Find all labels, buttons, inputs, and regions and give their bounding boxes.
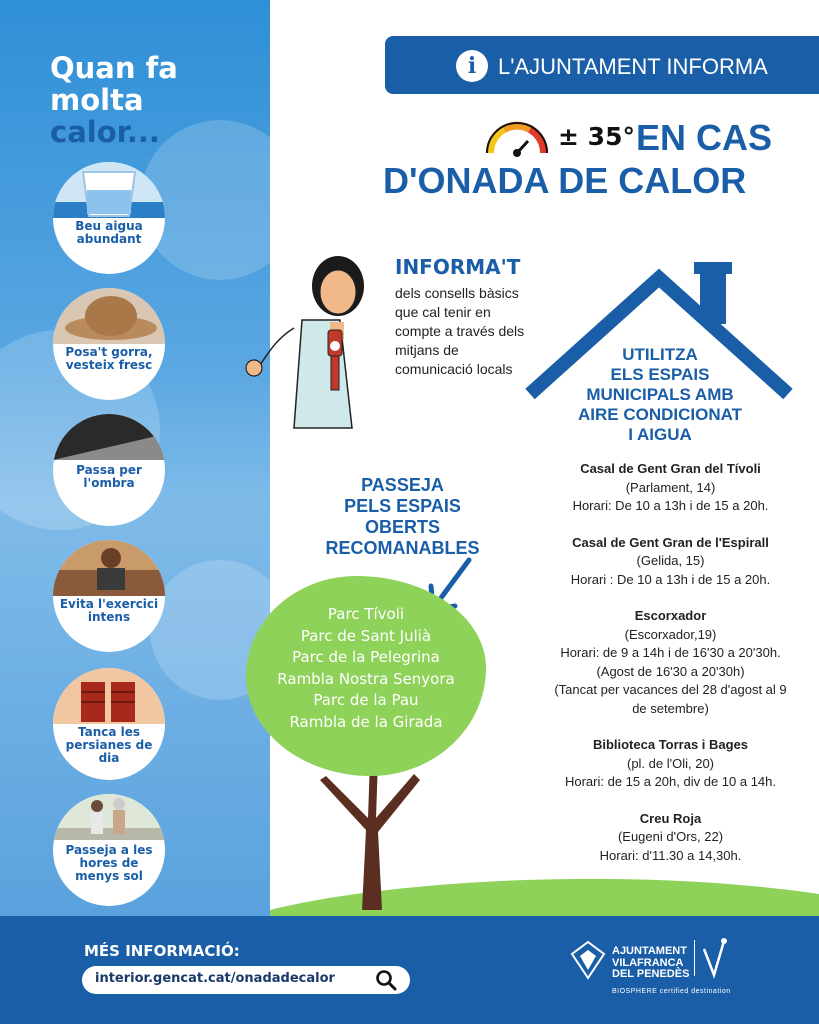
venue-item: Creu Roja (Eugeni d'Ors, 22) Horari: d'11.30 a 14,30h. xyxy=(599,810,742,863)
ajuntament-logo-text: AJUNTAMENT VILAFRANCA DEL PENEDÈS xyxy=(612,945,690,980)
biosphere-label: BIOSPHERE certified destination xyxy=(612,988,731,995)
vilafranca-v-logo-icon xyxy=(700,935,730,980)
tip-hat: Posa't gorra, vesteix fresc xyxy=(53,288,165,400)
tip-walk: Passeja a les hores de menys sol xyxy=(53,794,165,906)
informa-body: dels consells bàsics que cal tenir en compte a través dels mitjans de comunicació locals xyxy=(395,285,525,377)
page-title-line2: D'ONADA DE CALOR xyxy=(383,160,747,201)
url-link[interactable]: interior.gencat.cat/onadadecalor xyxy=(95,971,335,986)
reporter-illustration xyxy=(244,250,384,430)
park-item: Parc de la Pelegrina xyxy=(292,648,440,666)
park-item: Parc Tívoli xyxy=(327,605,405,623)
park-item: Rambla Nostra Senyora xyxy=(277,669,455,688)
venue-item: Casal de Gent Gran del Tívoli (Parlament, 14) Horari: De 10 a 13h i de 15 a 20h. xyxy=(572,461,769,513)
tip-shutters: Tanca les persianes de dia xyxy=(53,668,165,780)
more-info-label: MÉS INFORMACIÓ: xyxy=(84,942,240,960)
venue-item: Escorxador (Escorxador,19) Horari: de 9 a 14h i de 16'30 a 20'30h. (Agost de 16'30 a 20'30h) (Tancat per vacances del 28 d'agost al 9 de setembre) xyxy=(554,608,787,716)
search-icon[interactable] xyxy=(374,968,398,992)
park-list xyxy=(256,604,476,733)
exercise-icon xyxy=(53,540,165,596)
plus-minus-icon: ± xyxy=(558,122,579,151)
utilitza-heading: UTILITZA ELS ESPAIS MUNICIPALS AMB AIRE CONDICIONAT I AIGUA xyxy=(577,345,742,444)
park-item: Parc de Sant Julià xyxy=(300,626,432,645)
hat-icon xyxy=(53,288,165,344)
tip-exercise: Evita l'exercici intens xyxy=(53,540,165,652)
temperature-label: ± 35° xyxy=(558,122,635,151)
tip-shade: Passa per l'ombra xyxy=(53,414,165,526)
park-item: Parc de la Pau xyxy=(313,691,419,709)
walking-couple-icon xyxy=(53,794,165,840)
venue-item: Biblioteca Torras i Bages (pl. de l'Oli, 20) Horari: de 15 a 20h, div de 10 a 14h. xyxy=(564,737,777,789)
header-banner-text: L'AJUNTAMENT INFORMA xyxy=(498,54,768,79)
park-item: Rambla de la Girada xyxy=(289,712,443,731)
left-title: Quan fa molta calor... xyxy=(50,51,178,149)
informa-title: INFORMA'T xyxy=(395,255,521,279)
window-shutters-icon xyxy=(53,668,165,724)
ajuntament-seal-icon xyxy=(570,940,606,980)
passeja-heading: PASSEJA PELS ESPAIS OBERTS RECOMANABLES xyxy=(325,475,480,558)
venue-item: Casal de Gent Gran de l'Espirall (Gelida, 15) Horari : De 10 a 13h i de 15 a 20h. xyxy=(570,534,771,587)
water-glass-icon xyxy=(53,162,165,218)
page-title-line1: EN CAS xyxy=(636,117,773,158)
logo-divider xyxy=(694,940,695,976)
info-icon: i xyxy=(456,50,488,82)
shade-icon xyxy=(53,414,165,460)
venue-list xyxy=(548,460,793,883)
tip-water: Beu aigua abundant xyxy=(53,162,165,274)
heat-gauge-icon xyxy=(484,119,550,159)
